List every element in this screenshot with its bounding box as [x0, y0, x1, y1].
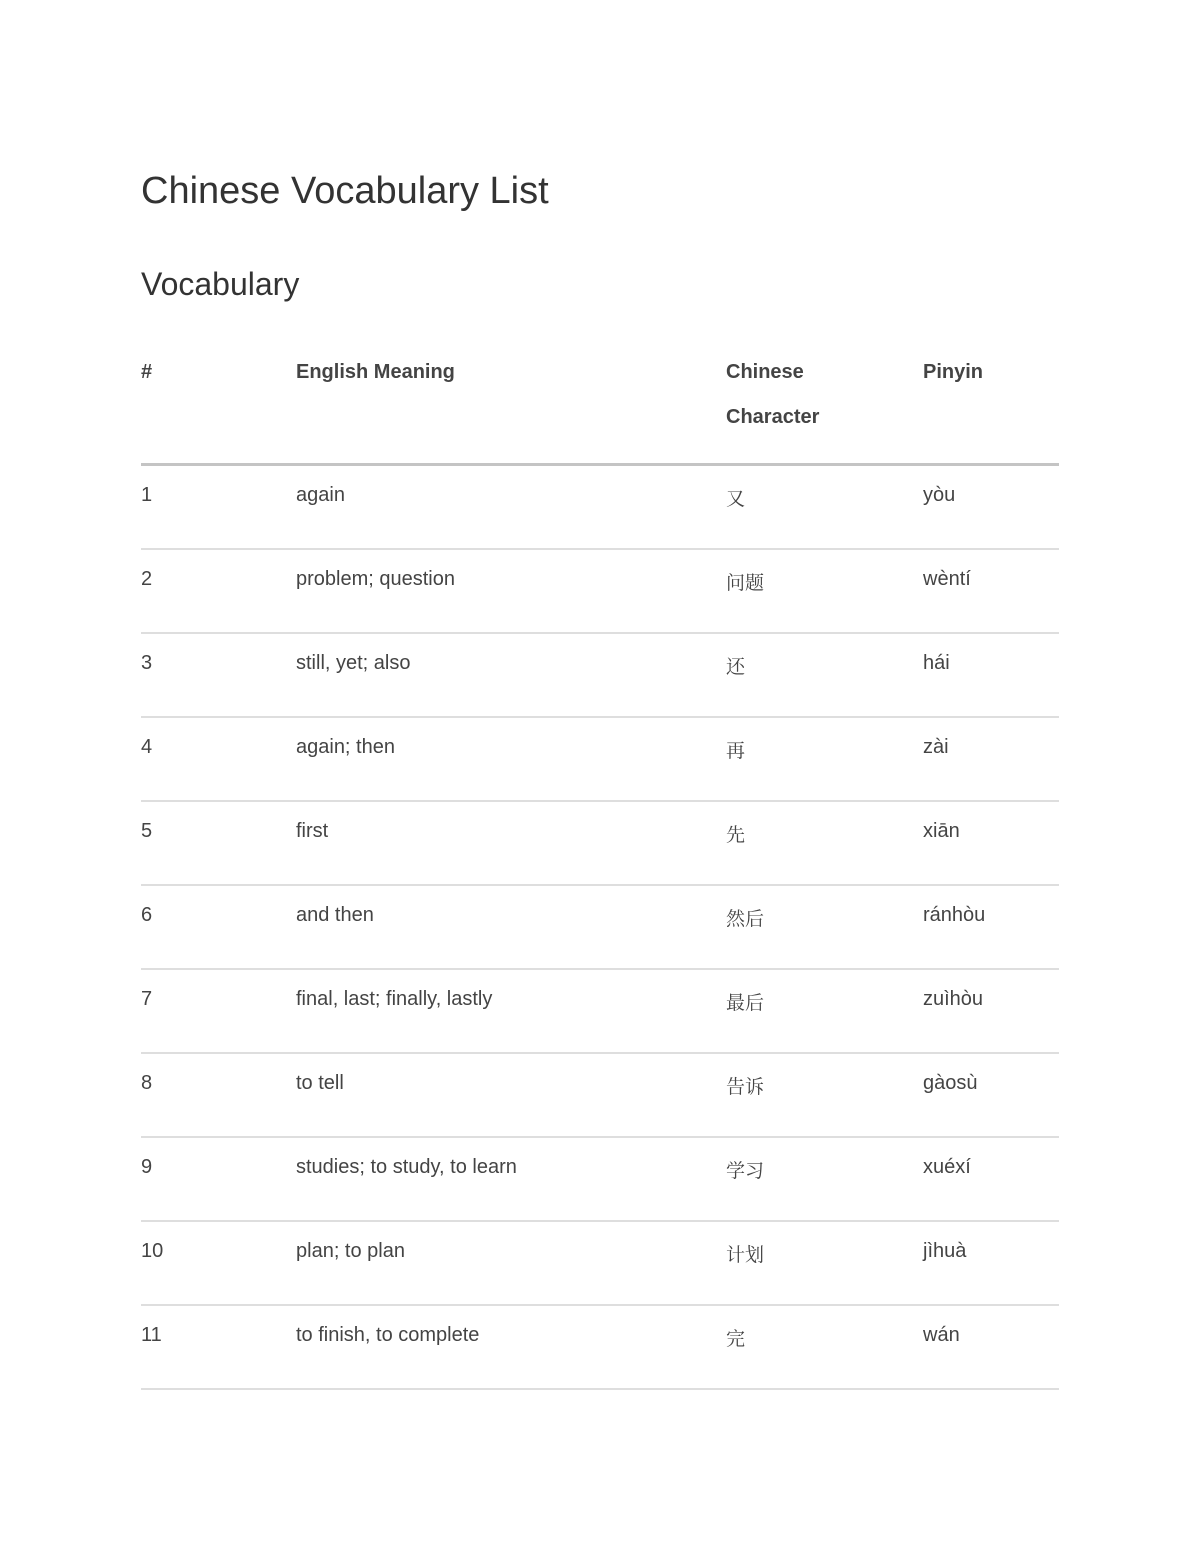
vocabulary-table — [141, 350, 1059, 1390]
row-pinyin: yòu — [923, 465, 1059, 550]
row-number: 7 — [141, 969, 296, 1053]
row-number: 11 — [141, 1305, 296, 1389]
table-row — [141, 969, 1059, 1053]
row-pinyin: zuìhòu — [923, 969, 1059, 1053]
row-chinese: 计划 — [726, 1221, 923, 1305]
row-number: 4 — [141, 717, 296, 801]
row-number: 9 — [141, 1137, 296, 1221]
row-chinese: 最后 — [726, 969, 923, 1053]
table-row — [141, 1305, 1059, 1389]
row-english: and then — [296, 885, 726, 969]
header-number: # — [141, 350, 296, 465]
table-row — [141, 465, 1059, 550]
table-header-row — [141, 350, 1059, 465]
row-pinyin: ránhòu — [923, 885, 1059, 969]
document-title: Chinese Vocabulary List — [141, 170, 549, 212]
row-chinese: 然后 — [726, 885, 923, 969]
row-number: 5 — [141, 801, 296, 885]
header-pinyin: Pinyin — [923, 350, 1059, 465]
table-row — [141, 1137, 1059, 1221]
row-pinyin: jìhuà — [923, 1221, 1059, 1305]
table-row — [141, 549, 1059, 633]
row-pinyin: xiān — [923, 801, 1059, 885]
row-chinese: 问题 — [726, 549, 923, 633]
table-row — [141, 717, 1059, 801]
row-number: 2 — [141, 549, 296, 633]
row-number: 10 — [141, 1221, 296, 1305]
row-pinyin: wán — [923, 1305, 1059, 1389]
row-chinese: 再 — [726, 717, 923, 801]
row-english: problem; question — [296, 549, 726, 633]
row-chinese: 学习 — [726, 1137, 923, 1221]
section-heading: Vocabulary — [141, 266, 300, 302]
row-english: again; then — [296, 717, 726, 801]
row-english: first — [296, 801, 726, 885]
row-chinese: 先 — [726, 801, 923, 885]
row-english: still, yet; also — [296, 633, 726, 717]
row-number: 6 — [141, 885, 296, 969]
row-chinese: 还 — [726, 633, 923, 717]
row-english: plan; to plan — [296, 1221, 726, 1305]
row-english: to finish, to complete — [296, 1305, 726, 1389]
header-english-meaning: English Meaning — [296, 350, 726, 465]
row-pinyin: gàosù — [923, 1053, 1059, 1137]
row-english: studies; to study, to learn — [296, 1137, 726, 1221]
row-number: 3 — [141, 633, 296, 717]
row-chinese: 又 — [726, 465, 923, 550]
row-number: 1 — [141, 465, 296, 550]
table-row — [141, 801, 1059, 885]
row-english: to tell — [296, 1053, 726, 1137]
row-english: again — [296, 465, 726, 550]
table-row — [141, 633, 1059, 717]
table-row — [141, 1053, 1059, 1137]
row-english: final, last; finally, lastly — [296, 969, 726, 1053]
row-number: 8 — [141, 1053, 296, 1137]
row-pinyin: hái — [923, 633, 1059, 717]
row-pinyin: xuéxí — [923, 1137, 1059, 1221]
table-row — [141, 885, 1059, 969]
row-pinyin: zài — [923, 717, 1059, 801]
row-pinyin: wèntí — [923, 549, 1059, 633]
table-row — [141, 1221, 1059, 1305]
row-chinese: 告诉 — [726, 1053, 923, 1137]
row-chinese: 完 — [726, 1305, 923, 1389]
header-chinese-character: Chinese Character — [726, 350, 923, 465]
